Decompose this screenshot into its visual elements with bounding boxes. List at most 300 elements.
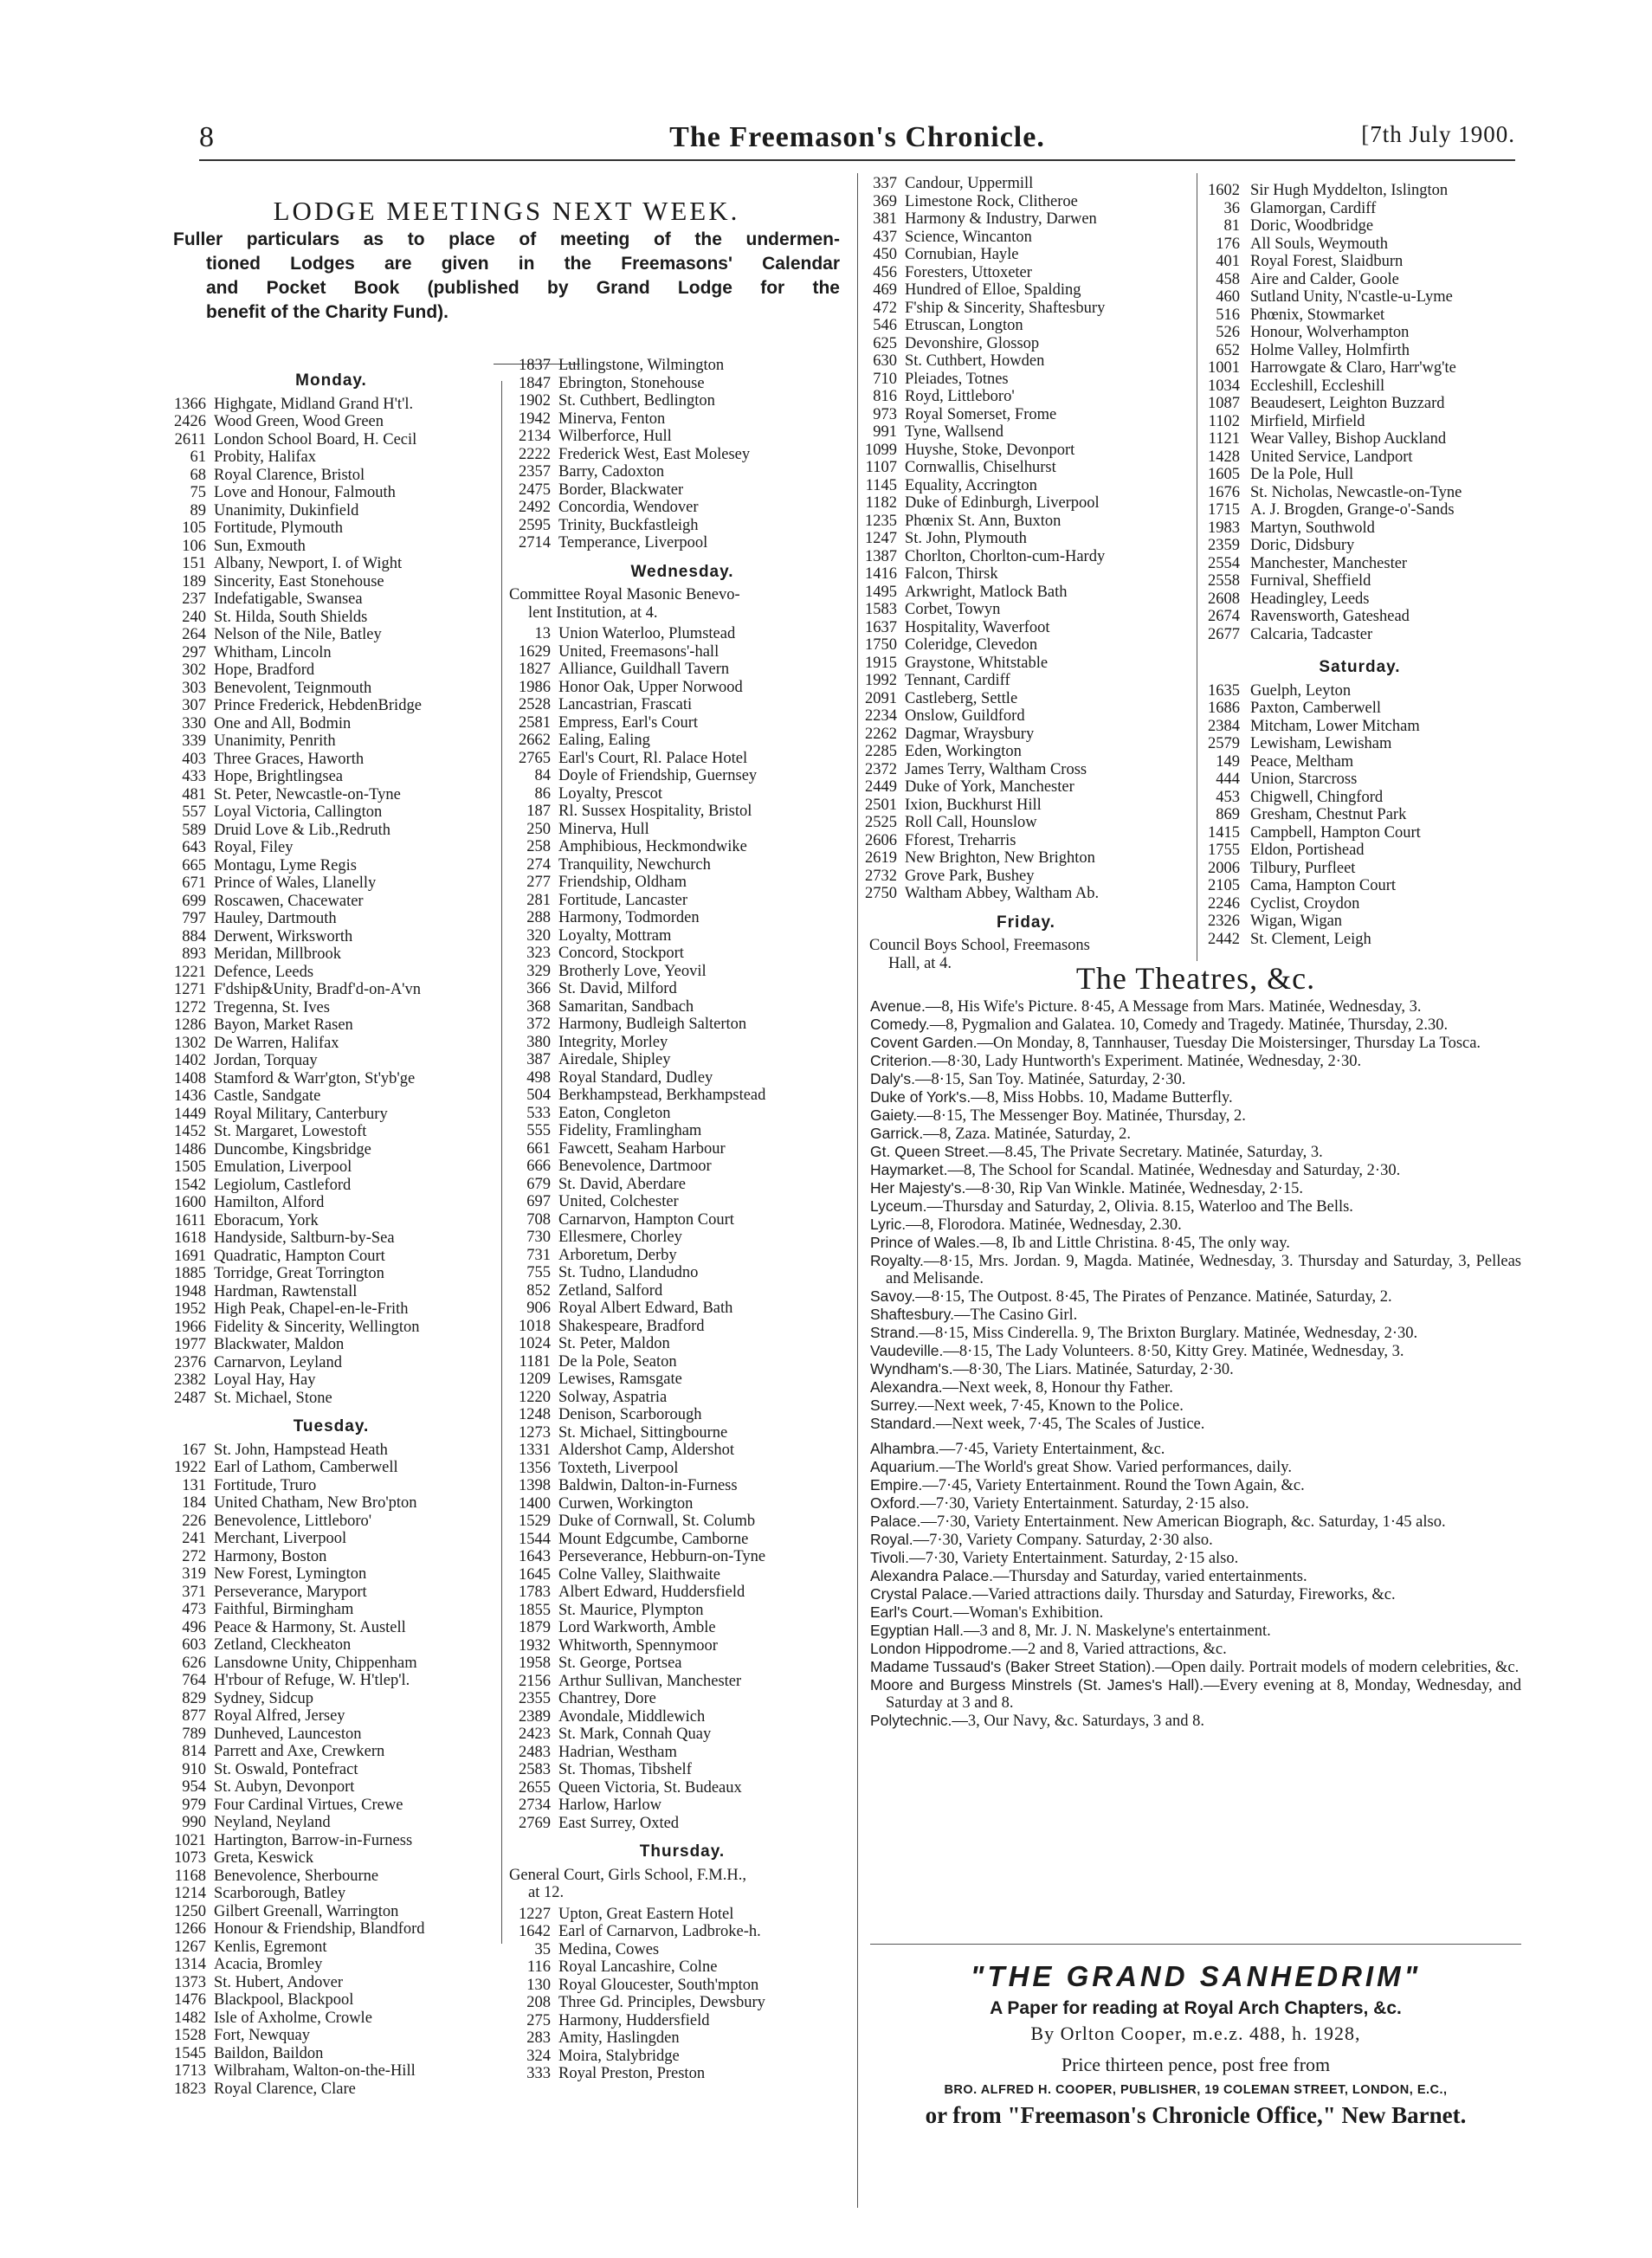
lodge-entry [1193,590,1526,609]
lodge-list [509,357,855,552]
lodge-name-place: Tregenna, St. Ives [214,998,330,1016]
lodge-name-place: Loyalty, Prescot [558,784,663,803]
lodge-number: 2501 [865,796,897,814]
lodge-entry [165,644,498,662]
lodge-entry [165,732,498,751]
theatre-name: Criterion. [870,1052,932,1069]
theatre-details: —8, Miss Hobbs. 10, Madame Butterfly. [971,1089,1233,1106]
lodge-number: 755 [526,1264,551,1281]
theatre-entry [870,1179,1521,1197]
lodge-name-place: Hundred of Elloe, Spalding [905,281,1081,299]
lodge-entry [1193,519,1526,538]
lodge-number: 1018 [519,1317,551,1335]
lodge-name-place: Three Graces, Haworth [214,750,365,768]
lodge-number: 2449 [865,778,897,796]
lodge-entry [1193,700,1526,718]
lodge-name-place: Honor Oak, Upper Norwood [558,678,743,696]
lodge-name-place: Beaudesert, Leighton Buzzard [1250,395,1445,412]
day-heading-monday: Monday. [295,371,367,390]
lodge-entry [509,1994,855,2012]
theatre-details: —8.45, The Private Secretary. Matinée, Saturday, 3. [989,1144,1323,1161]
theatre-details: —8, His Wife's Picture. 8·45, A Message from Mars. Matinée, Wednesday, 3. [925,998,1422,1016]
lodge-entry [165,1442,498,1460]
lodge-number: 1885 [174,1265,206,1282]
lodge-number: 131 [182,1476,206,1494]
theatre-entry [870,1143,1521,1161]
lodge-name-place: Roll Call, Hounslow [905,814,1037,831]
lodge-name-place: Harmony, Huddersfield [558,2011,710,2029]
lodge-entry [165,1229,498,1248]
lodge-name-place: Friendship, Oldham [558,874,687,891]
lodge-name-place: Cyclist, Croydon [1250,894,1360,913]
lodge-name-place: Fforest, Treharris [905,831,1016,849]
lodge-meetings-title: LODGE MEETINGS NEXT WEEK. [273,196,740,226]
lodge-entry [509,1353,855,1371]
lodge-entry [1193,718,1526,736]
theatre-entry [870,1125,1521,1143]
lodge-number: 35 [534,1940,551,1958]
lodge-number: 272 [182,1547,206,1565]
advert-author: By Orlton Cooper, m.e.z. 488, h. 1928, [1030,2023,1361,2044]
lodge-number: 403 [182,750,206,768]
lodge-number: 274 [526,855,551,874]
theatre-entry [870,1603,1521,1622]
lodge-entry [165,1885,498,1903]
lodge-number: 329 [526,962,551,980]
lodge-number: 433 [182,768,206,785]
lodge-number: 526 [1216,324,1240,341]
theatre-name: Empire. [870,1476,923,1494]
lodge-number: 130 [526,1976,551,1994]
lodge-name-place: Doyle of Friendship, Guernsey [558,767,758,784]
lodge-number: 990 [182,1814,206,1831]
lodge-number: 1691 [174,1247,206,1265]
theatre-entry [870,1052,1521,1070]
lodge-entry [509,1477,855,1495]
lodge-entry [165,1494,498,1513]
lodge-number: 460 [1216,288,1240,306]
lodge-number: 708 [526,1210,551,1229]
lodge-entry [509,874,855,892]
lodge-name-place: One and All, Bodmin [214,714,352,732]
lodge-number: 816 [873,388,897,405]
lodge-number: 2583 [519,1761,551,1778]
lodge-number: 1107 [865,459,897,476]
lodge-name-place: Isle of Axholme, Crowle [214,2009,372,2027]
intro-line: and Pocket Book (published by Grand Lodge for the [206,278,840,298]
lodge-number: 2750 [865,885,897,902]
lodge-name-place: Sir Hugh Myddelton, Islington [1250,182,1449,199]
lodge-name-place: Fortitude, Plymouth [214,519,344,537]
lodge-entry [857,371,1195,389]
theatre-details: —8, Ib and Little Christina. 8·45, The only way. [979,1235,1290,1252]
lodge-name-place: Etruscan, Longton [905,317,1023,334]
lodge-number: 2734 [519,1797,551,1814]
lodge-name-place: Hardman, Rawtenstall [214,1282,358,1300]
lodge-name-place: F'ship & Sincerity, Shaftesbury [905,299,1106,317]
lodge-number: 151 [182,555,206,572]
lodge-entry [165,1814,498,1832]
lodge-entry [165,839,498,857]
lodge-name-place: Concord, Stockport [558,945,684,962]
lodge-entry [857,601,1195,619]
lodge-entry [1193,682,1526,700]
lodge-number: 730 [526,1229,551,1246]
lodge-name-place: St. David, Aberdare [558,1175,686,1193]
lodge-entry [857,281,1195,300]
lodge-entry [509,1815,855,1833]
theatre-details: —8, Pygmalion and Galatea. 10, Comedy and Tragedy. Matinée, Thursday, 2.30. [929,1016,1449,1034]
lodge-entry [165,893,498,911]
lodge-entry [509,732,855,750]
lodge-number: 652 [1216,341,1240,359]
theatre-entry [870,1415,1521,1433]
lodge-entry [1193,217,1526,235]
lodge-entry [509,1941,855,1959]
lodge-number: 68 [190,466,206,484]
lodge-entry [509,1140,855,1158]
lodge-name-place: Mitcham, Lower Mitcham [1250,717,1420,735]
lodge-number: 324 [526,2047,551,2065]
lodge-entry [509,927,855,945]
lodge-number: 2326 [1208,913,1240,930]
lodge-number: 2732 [865,867,897,885]
theatre-name: Crystal Palace. [870,1585,972,1603]
lodge-name-place: Hospitality, Waverfoot [905,618,1050,636]
theatre-name: Polytechnic. [870,1712,952,1729]
lodge-number: 184 [182,1494,206,1512]
lodge-entry [165,1690,498,1708]
lodge-name-place: Harlow, Harlow [558,1797,662,1814]
lodge-entry [165,1601,498,1619]
lodge-name-place: Whitham, Lincoln [214,643,332,661]
lodge-entry [165,1354,498,1372]
lodge-name-place: Sutland Unity, N'castle-u-Lyme [1250,288,1453,306]
lodge-entry [1193,735,1526,753]
lodge-name-place: Kenlis, Egremont [214,1938,327,1956]
lodge-name-place: St. Cuthbert, Bedlington [558,392,715,410]
lodge-entry [165,1300,498,1319]
lodge-number: 1958 [519,1655,551,1672]
lodge-name-place: Earl of Carnarvon, Ladbroke-h. [558,1923,761,1940]
lodge-entry [857,636,1195,655]
lodge-entry [509,428,855,446]
lodge-number: 81 [1223,217,1240,235]
lodge-name-place: Royal Gloucester, South'mpton [558,1976,759,1994]
lodge-name-place: Tilbury, Purfleet [1250,859,1356,877]
lodge-entry [165,1849,498,1868]
lodge-entry [857,726,1195,744]
theatre-entry [870,1549,1521,1567]
lodge-name-place: Waltham Abbey, Waltham Ab. [905,885,1100,902]
lodge-entry [857,619,1195,637]
lodge-entry [509,1673,855,1691]
theatre-details: —8·30, Lady Huntworth's Experiment. Matinée, Wednesday, 2·30. [932,1053,1362,1070]
lodge-name-place: High Peak, Chapel-en-le-Frith [214,1300,409,1318]
lodge-name-place: Moira, Stalybridge [558,2047,680,2065]
lodge-name-place: Lewises, Ramsgate [558,1371,682,1388]
lodge-number: 1983 [1208,519,1240,537]
lodge-entry [857,317,1195,335]
lodge-number: 2579 [1208,735,1240,752]
lodge-entry [165,573,498,591]
lodge-number: 910 [182,1760,206,1778]
lodge-list [1193,682,1526,949]
lodge-entry [509,357,855,375]
lodge-number: 1314 [174,1956,206,1973]
lodge-entry [165,1390,498,1408]
theatre-details: —7·30, Variety Entertainment. New American Biograph, &c. Saturday, 1·45 also. [920,1513,1446,1531]
lodge-number: 1992 [865,672,897,689]
note-line: Hall, at 4. [888,954,952,972]
lodge-name-place: St. Michael, Stone [214,1389,332,1407]
theatre-name: Duke of York's. [870,1088,971,1106]
lodge-number: 666 [526,1158,551,1175]
lodge-entry [509,1069,855,1087]
lodge-name-place: Meridan, Millbrook [214,945,341,963]
lodge-number: 2389 [519,1707,551,1726]
lodge-number: 1505 [174,1158,206,1176]
lodge-entry [1193,466,1526,484]
lodge-entry [1193,931,1526,949]
lodge-entry [165,680,498,698]
intro-line: Fuller particulars as to place of meeting of the undermen- [173,229,840,249]
lodge-number: 61 [190,448,206,466]
lodge-number: 2554 [1208,554,1240,572]
lodge-entry [509,446,855,464]
theatre-details: —Next week, 7·45, Known to the Police. [918,1397,1184,1415]
lodge-name-place: Cornwallis, Chiselhurst [905,459,1056,476]
lodge-number: 2376 [174,1353,206,1371]
lodge-name-place: Border, Blackwater [558,481,684,499]
lodge-entry [857,442,1195,460]
lodge-name-place: Onslow, Guildford [905,707,1025,725]
lodge-name-place: Arthur Sullivan, Manchester [558,1672,742,1690]
lodge-number: 2611 [174,430,206,448]
lodge-number: 2714 [519,534,551,552]
lodge-number: 339 [182,732,206,750]
lodge-name-place: Arboretum, Derby [558,1246,677,1264]
lodge-name-place: Holme Valley, Holmfirth [1250,341,1410,359]
theatre-entry [870,1106,1521,1125]
lodge-name-place: F'dship&Unity, Bradf'd-on-A'vn [214,981,422,998]
lodge-entry [509,1708,855,1726]
lodge-entry [857,246,1195,264]
lodge-number: 116 [526,1958,551,1976]
lodge-name-place: Lord Warkworth, Amble [558,1619,716,1636]
lodge-name-place: Minerva, Fenton [558,410,666,428]
masthead-title: The Freemason's Chronicle. [669,121,1045,153]
lodge-list [857,175,1195,903]
lodge-entry [509,1566,855,1584]
lodge-name-place: Royal Preston, Preston [558,2065,706,2082]
lodge-name-place: Upton, Great Eastern Hotel [558,1905,734,1923]
lodge-name-place: Hadrian, Westham [558,1743,677,1761]
lodge-number: 241 [182,1530,206,1547]
lodge-entry [509,1548,855,1566]
lodge-entry [165,715,498,733]
lodge-name-place: Peace & Harmony, St. Austell [214,1618,406,1636]
lodge-number: 1686 [1208,700,1240,717]
lodge-number: 1602 [1208,182,1240,199]
lodge-entry [1193,806,1526,824]
lodge-number: 1529 [519,1513,551,1530]
lodge-entry [857,388,1195,406]
lodge-entry [509,1371,855,1389]
lodge-number: 991 [873,423,897,441]
lodge-number: 1102 [1208,412,1240,430]
theatre-name: Oxford. [870,1494,920,1512]
day-heading-friday: Friday. [997,913,1055,932]
lodge-name-place: Indefatigable, Swansea [214,590,363,608]
lodge-name-place: Ealing, Ealing [558,732,650,749]
lodge-entry [1193,771,1526,789]
theatre-entry [870,1216,1521,1234]
lodge-name-place: Earl's Court, Rl. Palace Hotel [558,749,748,767]
lodge-number: 456 [873,263,897,281]
lodge-number: 625 [873,334,897,352]
lodge-entry [509,1977,855,1995]
lodge-name-place: Quadratic, Hampton Court [214,1247,385,1265]
lodge-entry [165,1336,498,1354]
lodge-name-place: Chigwell, Chingford [1250,788,1384,806]
theatre-details: —Open daily. Portrait models of modern celebrities, &c. [1155,1659,1520,1676]
lodge-number: 1449 [174,1105,206,1123]
lodge-name-place: Chantrey, Dore [558,1690,656,1707]
lodge-entry [509,2065,855,2083]
lodge-entry [509,1460,855,1478]
lodge-entry [509,1282,855,1300]
lodge-name-place: Aldershot Camp, Aldershot [558,1442,734,1459]
lodge-name-place: Harmony, Todmorden [558,909,700,926]
theatre-details: —8·15, The Lady Volunteers. 8·50, Kitty Grey. Matinée, Wednesday, 3. [943,1343,1404,1360]
lodge-entry [165,555,498,573]
lodge-number: 533 [526,1104,551,1122]
lodge-number: 381 [873,210,897,228]
lodge-number: 372 [526,1016,551,1033]
lodge-number: 1827 [519,661,551,678]
lodge-entry [165,1016,498,1035]
lodge-name-place: Wilbraham, Walton-on-the-Hill [214,2062,416,2080]
lodge-name-place: Toxteth, Liverpool [558,1459,679,1477]
lodge-entry [857,797,1195,815]
lodge-entry [857,406,1195,424]
lodge-number: 187 [526,803,551,820]
lodge-number: 302 [182,661,206,679]
lodge-number: 1605 [1208,466,1240,483]
theatre-entry [870,1567,1521,1585]
lodge-number: 437 [873,228,897,246]
lodge-entry [165,964,498,982]
lodge-number: 1145 [865,476,897,494]
lodge-name-place: St. John, Plymouth [905,530,1027,547]
lodge-number: 973 [873,405,897,423]
lodge-name-place: De Warren, Halifax [214,1034,339,1052]
theatre-name: Royalty. [870,1252,924,1269]
lodge-name-place: St. Michael, Sittingbourne [558,1423,728,1442]
lodge-name-place: Wear Valley, Bishop Auckland [1250,430,1447,448]
theatre-name: Lyceum. [870,1197,927,1215]
lodge-number: 36 [1223,199,1240,217]
lodge-number: 2134 [519,428,551,445]
lodge-entry [857,690,1195,708]
lodge-entry [857,832,1195,850]
lodge-entry [509,517,855,535]
lodge-name-place: St. Nicholas, Newcastle-on-Tyne [1250,483,1462,501]
lodge-entry [509,2029,855,2048]
lodge-number: 1676 [1208,483,1240,501]
lodge-entry [509,1779,855,1797]
lodge-name-place: Loyal Victoria, Callington [214,803,383,821]
lodge-name-place: New Brighton, New Brighton [905,849,1095,867]
lodge-number: 679 [526,1175,551,1193]
lodge-entry [1193,877,1526,895]
lodge-entry [165,1619,498,1637]
lodge-number: 444 [1216,771,1240,788]
lodge-entry [1193,253,1526,271]
lodge-name-place: Derwent, Wirksworth [214,927,353,945]
note-line: Committee Royal Masonic Benevo- [509,586,740,603]
lodge-number: 643 [182,839,206,856]
advert-or-from: or from "Freemason's Chronicle Office," New Barnet. [925,2102,1467,2128]
lodge-entry [165,981,498,999]
theatre-name: Gaiety. [870,1106,918,1124]
theatre-details: —3 and 8, Mr. J. N. Maskelyne's entertainment. [963,1623,1271,1640]
lodge-entry [509,410,855,429]
lodge-entry [857,264,1195,282]
lodge-number: 1486 [174,1140,206,1158]
lodge-number: 176 [1216,235,1240,253]
theatre-details: —Thursday and Saturday, varied entertainments. [993,1568,1307,1585]
lodge-name-place: Hauley, Dartmouth [214,910,337,927]
lodge-name-place: Four Cardinal Virtues, Crewe [214,1796,403,1814]
lodge-number: 2525 [865,814,897,831]
lodge-name-place: St. Aubyn, Devonport [214,1778,355,1796]
lodge-number: 275 [526,2011,551,2029]
theatre-entry [870,1342,1521,1360]
lodge-name-place: St. Clement, Leigh [1250,930,1371,948]
lodge-entry [165,1158,498,1177]
lodge-number: 2222 [519,445,551,463]
theatre-name: Prince of Wales. [870,1234,980,1251]
theatre-name: Moore and Burgess Minstrels (St. James's Hall). [870,1676,1204,1694]
lodge-number: 1476 [174,1991,206,2009]
lodge-name-place: Hope, Bradford [214,661,315,679]
lodge-entry [1193,501,1526,519]
lodge-name-place: Ebrington, Stonehouse [558,374,705,392]
lodge-name-place: London School Board, H. Cecil [214,430,417,448]
lodge-number: 323 [526,945,551,962]
lodge-number: 1266 [174,1920,206,1938]
lodge-number: 1273 [519,1423,551,1442]
lodge-number: 1715 [1208,501,1240,519]
lodge-name-place: Druid Love & Lib.,Redruth [214,821,390,839]
lodge-number: 498 [526,1068,551,1087]
lodge-entry [509,643,855,661]
theatre-entry [870,1513,1521,1531]
lodge-name-place: Fortitude, Truro [214,1476,317,1494]
lodge-number: 557 [182,803,206,821]
theatre-entry [870,1531,1521,1549]
lodge-number: 1021 [174,1831,206,1849]
theatre-details: —Woman's Exhibition. [952,1604,1104,1622]
lodge-name-place: Legiolum, Castleford [214,1176,352,1194]
lodge-name-place: Peace, Meltham [1250,752,1354,771]
lodge-entry [165,1177,498,1195]
lodge-number: 1373 [174,1973,206,1991]
lodge-name-place: Minerva, Hull [558,820,649,838]
lodge-name-place: Mirfield, Mirfield [1250,412,1365,430]
